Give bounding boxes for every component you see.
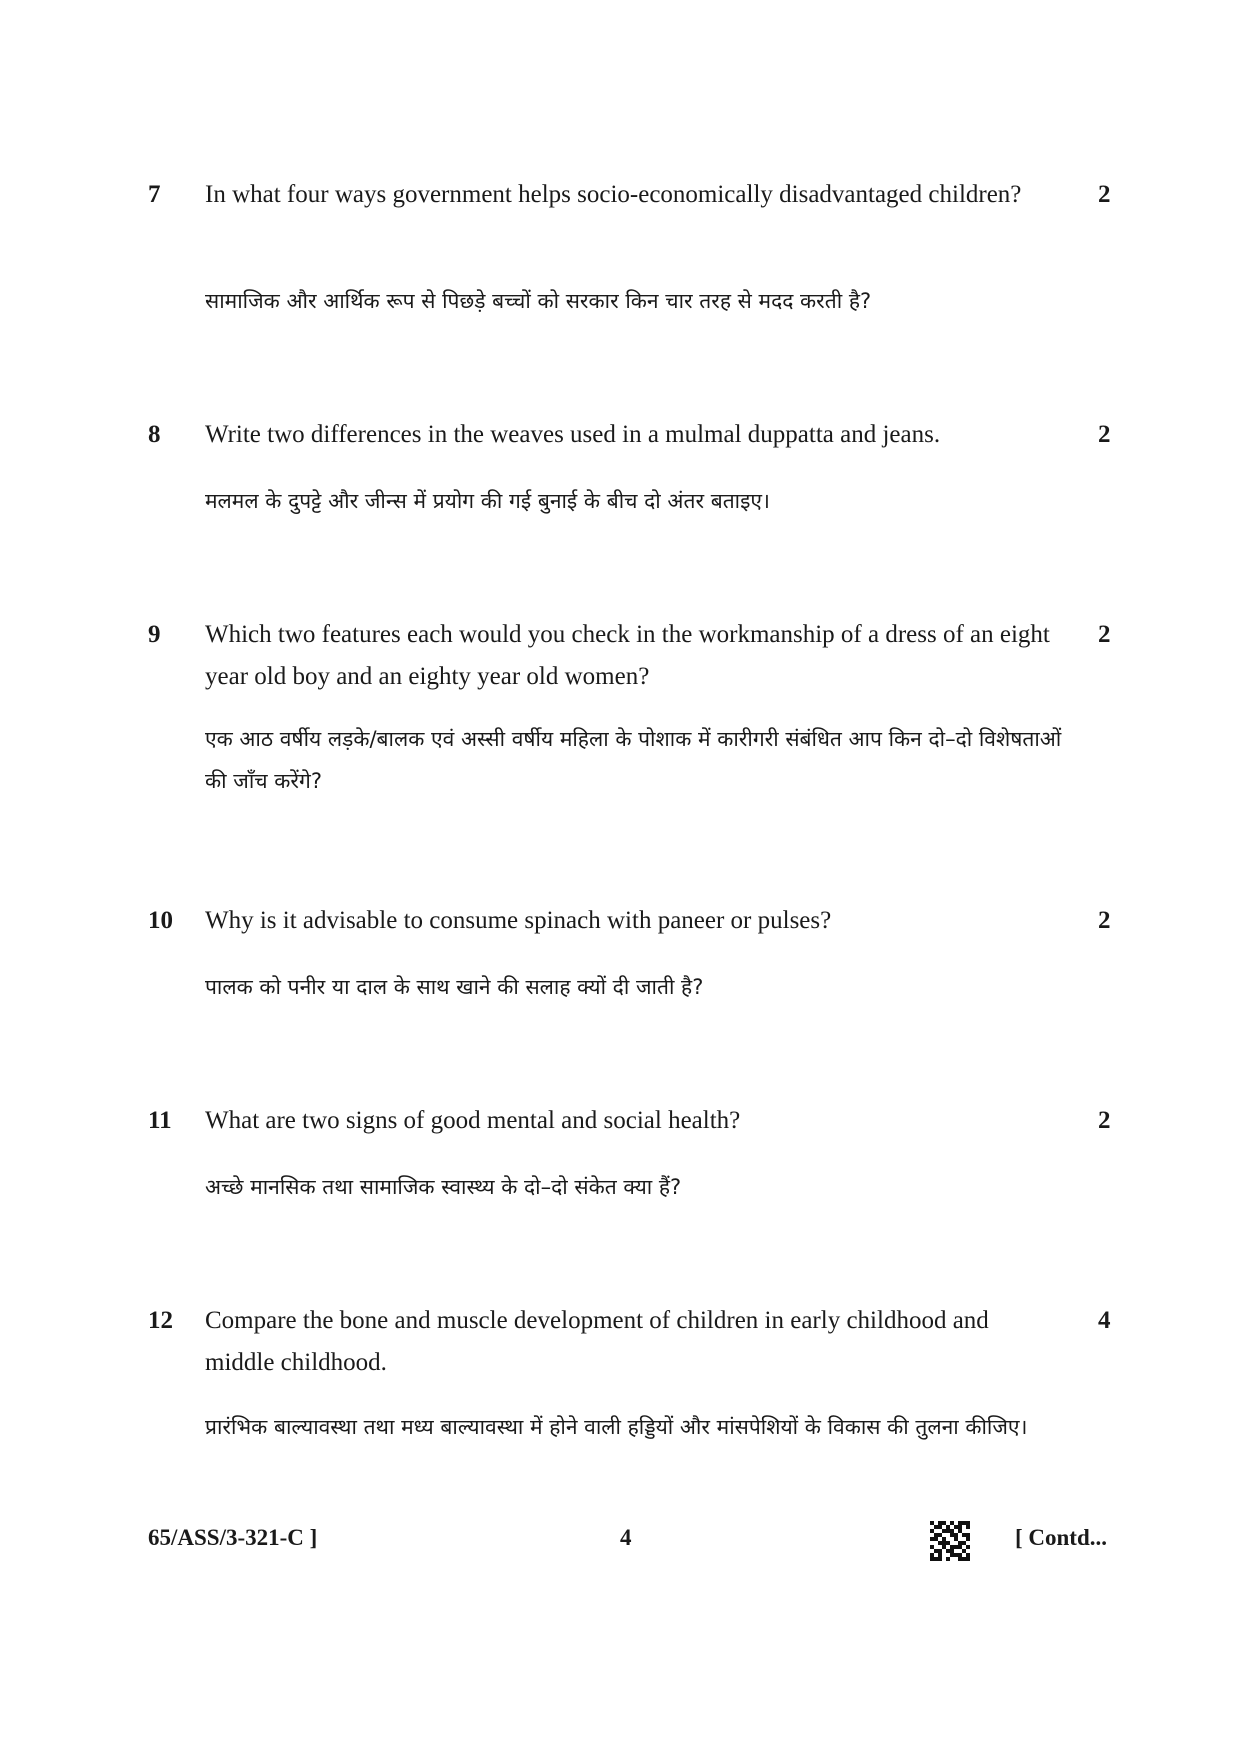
page-number: 4 — [620, 1525, 632, 1550]
question-marks: 2 — [1098, 421, 1111, 448]
question-marks: 2 — [1098, 181, 1111, 208]
question-text-hindi: पालक को पनीर या दाल के साथ खाने की सलाह क्यों दी जाती है? — [205, 975, 704, 999]
question-text-english: What are two signs of good mental and social health? — [205, 1107, 741, 1134]
question-text-english: In what four ways government helps socio-economically disadvantaged children? — [205, 181, 1022, 208]
question-number: 8 — [148, 421, 161, 448]
question-text-hindi: अच्छे मानसिक तथा सामाजिक स्वास्थ्य के दो–दो संकेत क्या हैं? — [205, 1175, 682, 1199]
question-marks: 4 — [1098, 1307, 1111, 1334]
question-text-english: Why is it advisable to consume spinach with paneer or pulses? — [205, 907, 832, 934]
question-text-hindi: सामाजिक और आर्थिक रूप से पिछड़े बच्चों को सरकार किन चार तरह से मदद करती है? — [205, 289, 872, 313]
continued-label: [ Contd... — [1015, 1525, 1108, 1550]
question-text-english: Which two features each would you check in the workmanship of a dress of an eight year old boy and an eighty year old women? — [205, 621, 1050, 690]
question-marks: 2 — [1098, 621, 1111, 648]
question-text-english: Write two differences in the weaves used in a mulmal duppatta and jeans. — [205, 421, 941, 448]
question-number: 12 — [148, 1307, 173, 1334]
question-marks: 2 — [1098, 1107, 1111, 1134]
question-number: 9 — [148, 621, 161, 648]
question-number: 10 — [148, 907, 173, 934]
qr-code-icon — [930, 1521, 970, 1561]
question-text-hindi: प्रारंभिक बाल्यावस्था तथा मध्य बाल्यावस्था में होने वाली हड्डियों और मांसपेशियों के विकास की तुलना कीजिए। — [205, 1415, 1028, 1439]
question-text-english: Compare the bone and muscle development of children in early childhood and middle childhood. — [205, 1307, 989, 1376]
question-text-hindi: मलमल के दुपट्टे और जीन्स में प्रयोग की गई बुनाई के बीच दो अंतर बताइए। — [205, 489, 770, 513]
question-number: 11 — [148, 1107, 172, 1134]
question-number: 7 — [148, 181, 161, 208]
question-marks: 2 — [1098, 907, 1111, 934]
page-footer — [0, 1517, 1240, 1567]
paper-code: 65/ASS/3-321-C ] — [148, 1525, 318, 1550]
question-text-hindi: एक आठ वर्षीय लड़के/बालक एवं अस्सी वर्षीय महिला के पोशाक में कारीगरी संबंधित आप किन दो–दो विशेषताओं की जाँच करेंगे? — [205, 727, 1062, 793]
